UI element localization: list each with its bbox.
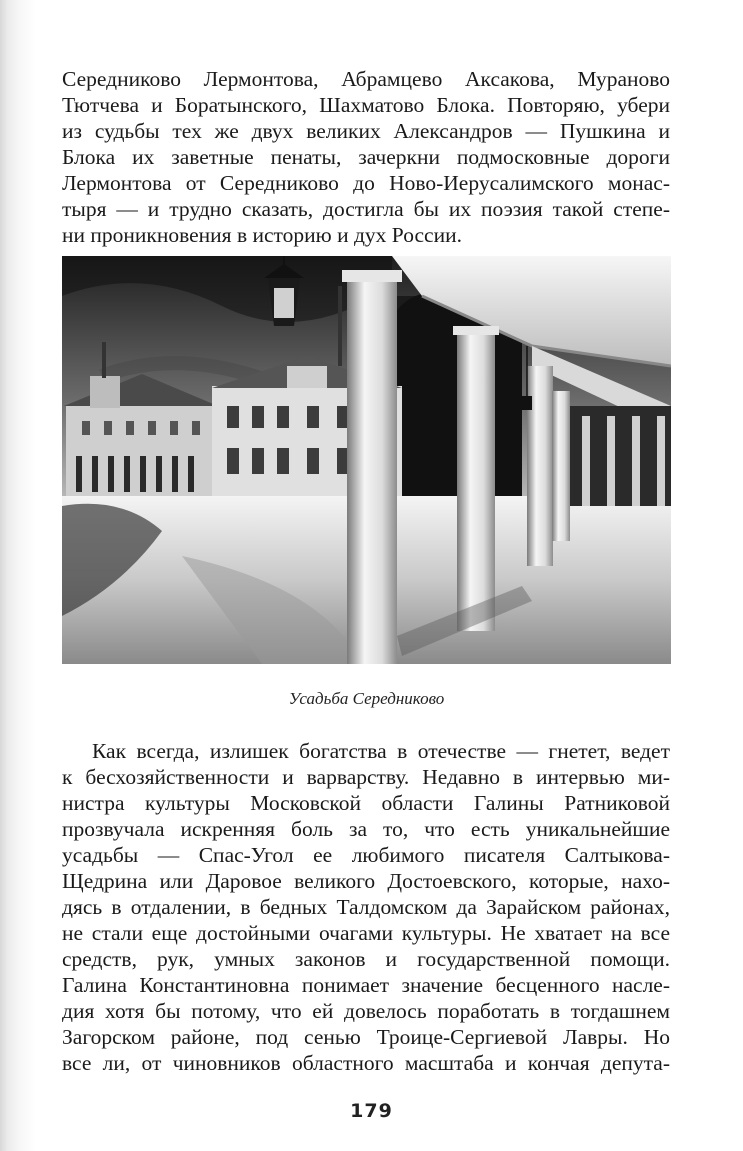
paragraph-1 [62,66,670,248]
estate-photo [62,256,671,664]
paragraph-2 [62,738,670,1076]
text-line: Лермонтова от Середниково до Ново-Иерусалимского монас- [62,171,670,195]
text-line: нистра культуры Московской области Галины Ратниковой [62,791,670,815]
text-line: Середниково Лермонтова, Абрамцево Аксакова, Мураново [62,67,670,91]
text-line: Как всегда, излишек богатства в отечестве — гнетет, ведет [92,739,670,763]
page-edge-shadow [0,0,36,1151]
text-line: из судьбы тех же двух великих Александров — Пушкина и [62,119,670,143]
text-line: ни проникновения в историю и дух России. [62,223,462,247]
estate-photo-illustration [62,256,671,664]
text-line: Блока их заветные пенаты, зачеркни подмосковные дороги [62,145,670,169]
text-line: дия хотя бы потому, что ей довелось поработать в тогдашнем [62,999,670,1023]
text-line: к бесхозяйственности и варварству. Недавно в интервью ми- [62,765,670,789]
text-line: Тютчева и Боратынского, Шахматово Блока. Повторяю, убери [62,93,670,117]
text-line: усадьбы — Спас-Угол ее любимого писателя Салтыкова- [62,843,670,867]
photo-caption: Усадьба Середниково [288,689,445,708]
text-line: Щедрина или Даровое великого Достоевского, которые, нахо- [62,869,670,893]
text-line: тыря — и трудно сказать, достигла бы их поэзия такой степе- [62,197,670,221]
text-line: все ли, от чиновников областного масштаба и кончая депута- [62,1051,670,1075]
page-number: 179 [350,1100,393,1122]
text-line: прозвучала искренняя боль за то, что есть уникальнейшие [62,817,670,841]
text-line: не стали еще достойными очагами культуры. Не хватает на все [62,921,670,945]
text-line: Загорском районе, под сенью Троице-Сергиевой Лавры. Но [62,1025,670,1049]
text-line: дясь в отдалении, в бедных Талдомском да Зарайском районах, [62,895,670,919]
text-line: средств, рук, умных законов и государственной помощи. [62,947,670,971]
text-line: Галина Константиновна понимает значение бесценного насле- [62,973,670,997]
